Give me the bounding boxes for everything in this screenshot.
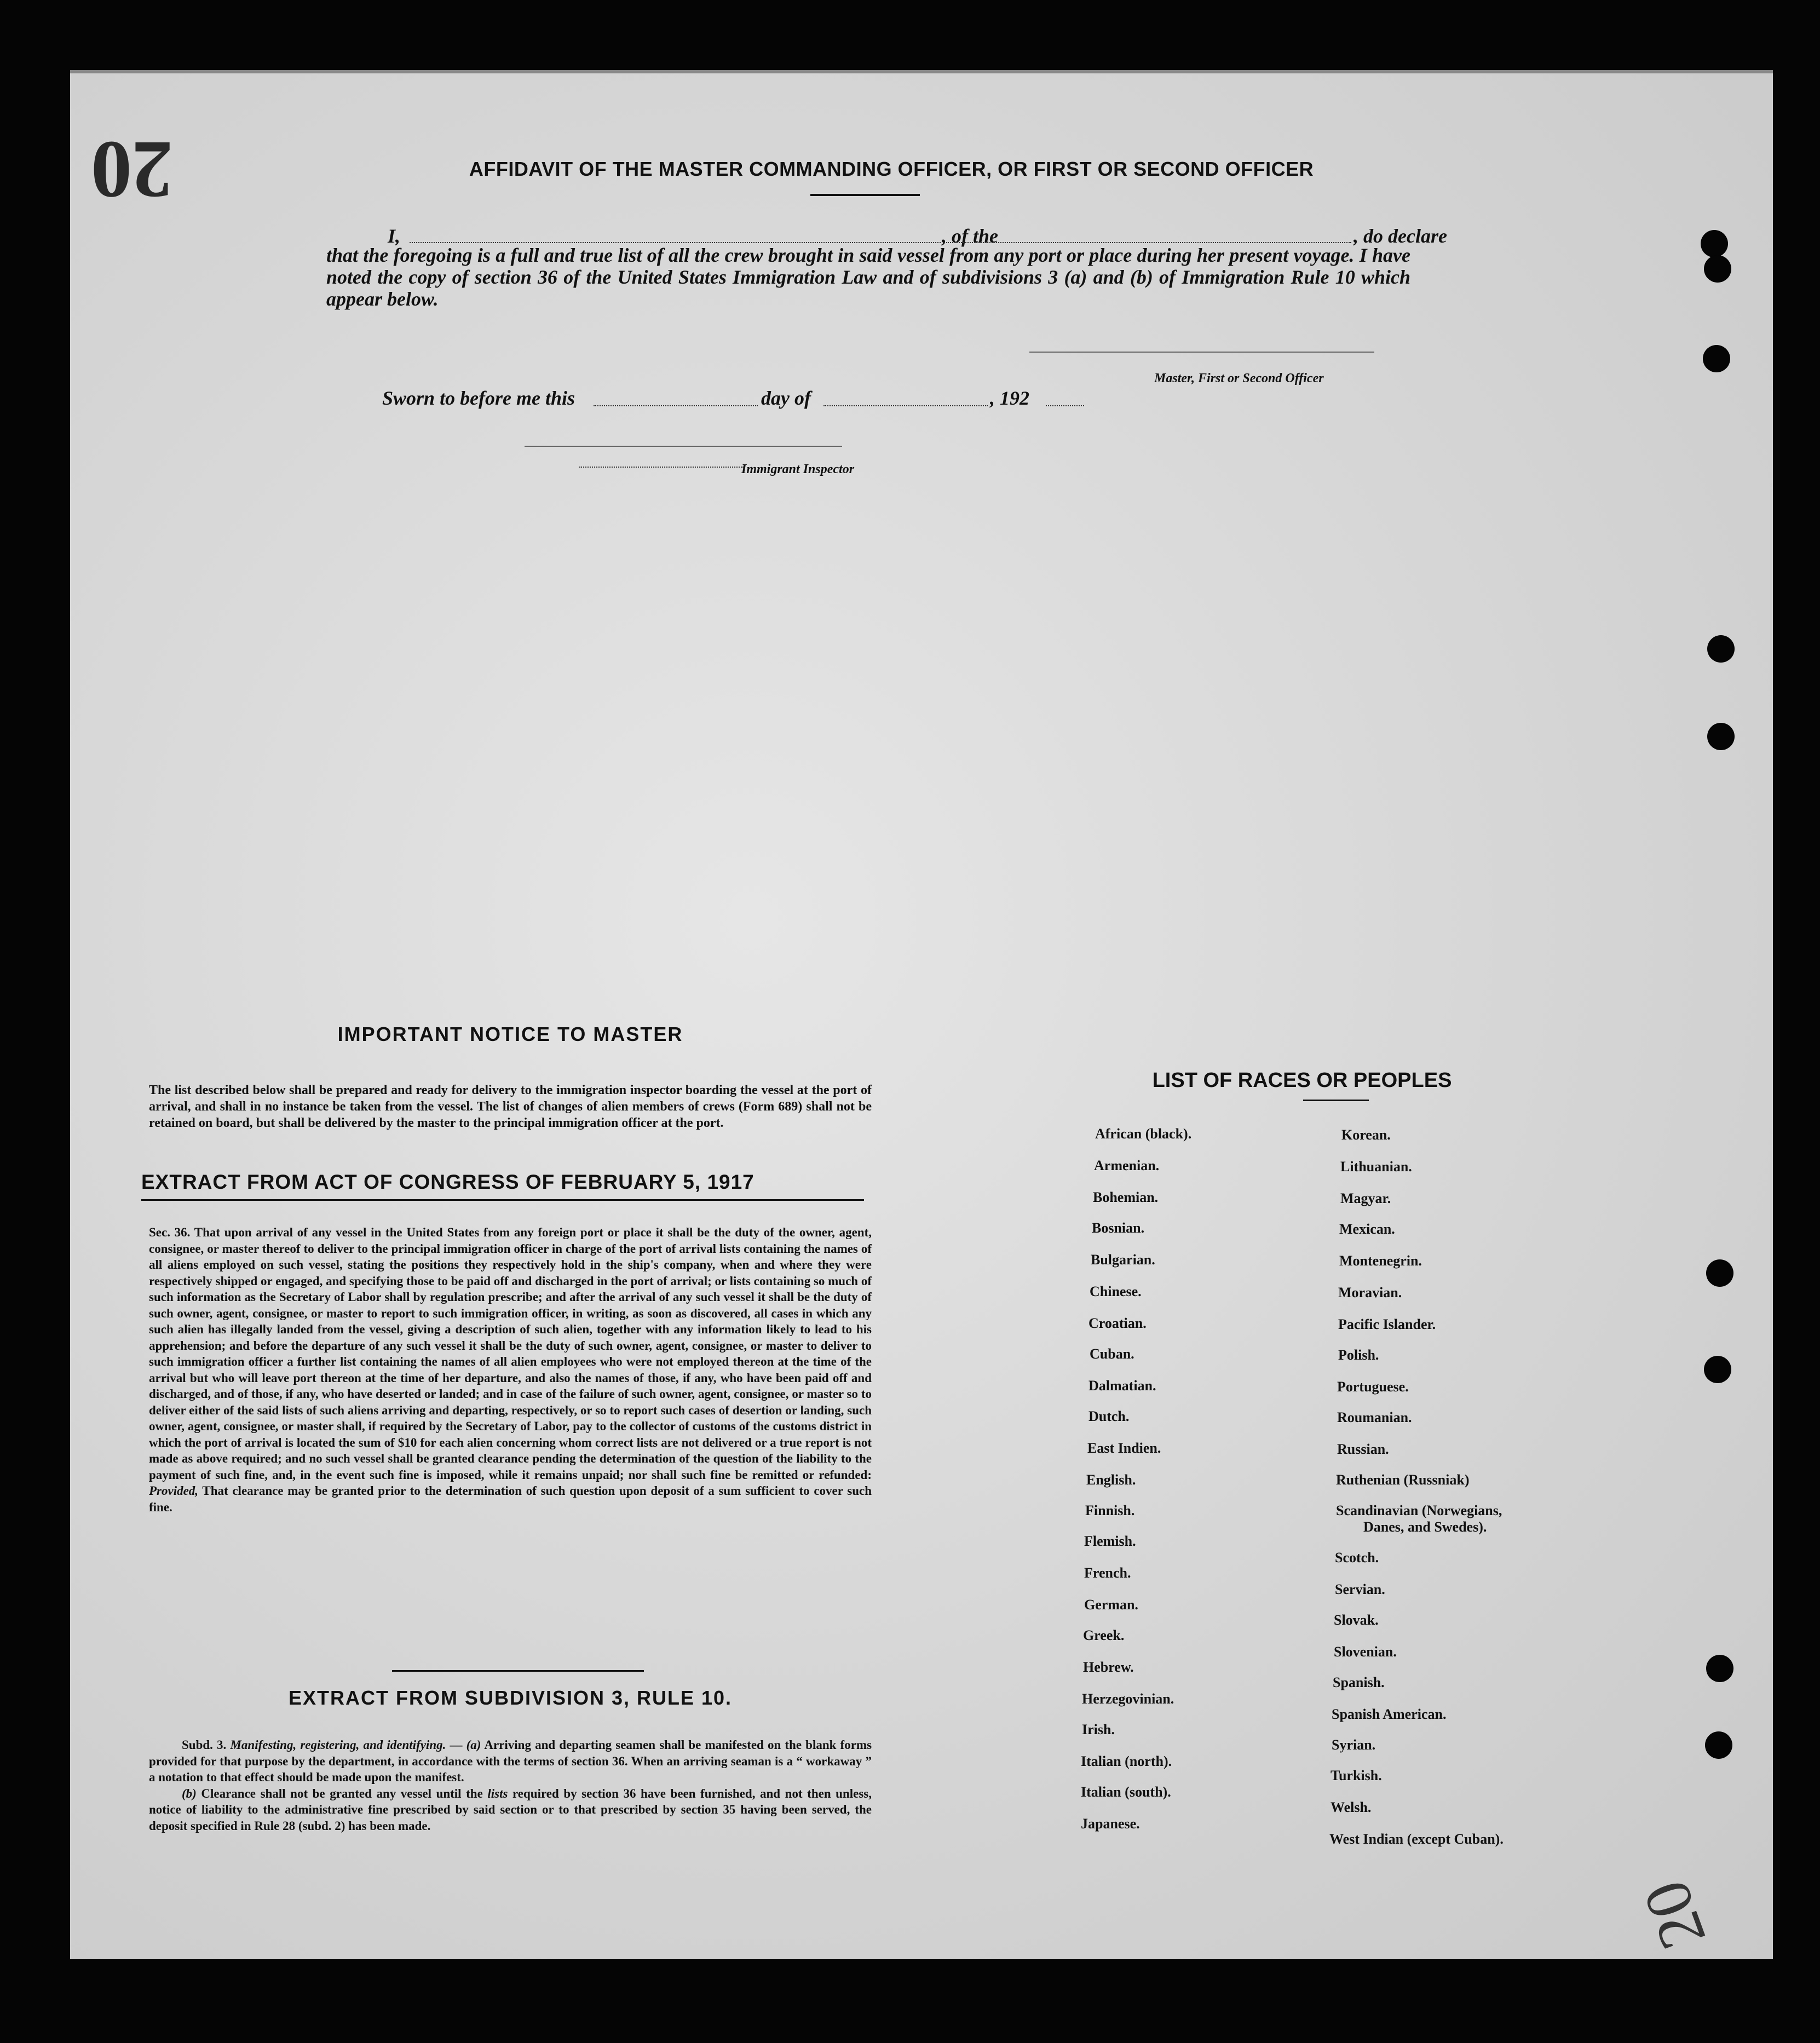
race-item: Italian (south). — [1081, 1784, 1171, 1800]
race-item: Bosnian. — [1092, 1220, 1145, 1236]
section-36-body: That upon arrival of any vessel in the United States from any foreign port or place it shall be the duty of the owner, agent, consignee, or master thereof to deliver to the principal immigration officer in charge of the port of arrival lists containing the names of all aliens employed on such vessel, stating the positions they respectively hold in the ship's company, when and where they were respectively shipped or engaged, and specifying those to be paid off and discharged in the port of arrival; or lists containing so much of such information as the Secretary of Labor shall by regulation prescribe; and after the arrival of any such vessel it shall be the duty of such owner, agent, consignee, or master to report to such immigration officer, in writing, as soon as discovered, all cases in which any such alien has illegally landed from the vessel, giving a description of such alien, together with any information likely to lead to his apprehension; and before the departure of any such vessel it shall be the duty of such owner, agent, consignee, or master to deliver to such immigration officer a further list containing the names of all alien employees who were not employed thereon at the time of the arrival but who will leave port thereon at the time of her departure, and also the names of those, if any, who have been paid off and discharged, and of those, if any, who have deserted or landed; and in case of the failure of such owner, agent, consignee, or master so to deliver either of the said lists of such aliens arriving and departing, respectively, or so to report such cases of desertion or landing, such owner, agent, consignee, or master shall, if required by the Secretary of Labor, pay to the collector of customs of the customs district in which the port of arrival is located the sum of $10 for each alien concerning whom correct lists are not delivered or a true report is not made as above required; and no such vessel shall be granted clearance pending the determination of the question of the liability to the payment of such fine, and, in the event such fine is imposed, while it remains unpaid; nor shall such fine be remitted or refunded: — [149, 1225, 872, 1482]
affidavit-body: that the foregoing is a full and true list of all the crew brought in said vessel from any port or place during her present voyage. I have noted the copy of section 36 of the United States Immigration Law and of subdivisions 3 (a) and (b) of Immigration Rule 10 which appear below. — [326, 244, 1410, 310]
punch-hole — [1704, 255, 1731, 283]
subd-a-body: Arriving and departing seamen shall be manifested on the blank forms provided for that purpose by the department, in accordance with the terms of section 36. When an arriving seaman is a “ workaway ” a notation to that effect should be made upon the manifest. — [149, 1738, 872, 1784]
sworn-label: Sworn to before me this — [382, 387, 575, 409]
race-item: Danes, and Swedes). — [1363, 1519, 1487, 1535]
race-item: Scotch. — [1335, 1550, 1379, 1566]
inspector-signature-line-1 — [525, 446, 842, 447]
race-item: Servian. — [1335, 1581, 1385, 1597]
race-item: Flemish. — [1084, 1533, 1136, 1549]
affidavit-title: AFFIDAVIT OF THE MASTER COMMANDING OFFICER, OR FIRST OR SECOND OFFICER — [469, 158, 1314, 180]
master-caption: Master, First or Second Officer — [1154, 371, 1324, 385]
section-36-label: Sec. 36. — [149, 1225, 191, 1239]
race-item: Croatian. — [1088, 1315, 1147, 1331]
punch-hole — [1704, 1356, 1731, 1383]
subd-b-body-1: Clearance shall not be granted any vessel until the — [201, 1786, 483, 1800]
page-edge — [70, 70, 1773, 73]
subd-heading: Manifesting, registering, and identifying. — [230, 1738, 446, 1752]
race-item: Bohemian. — [1093, 1189, 1159, 1205]
race-item: Chinese. — [1090, 1284, 1142, 1299]
race-item: Montenegrin. — [1339, 1253, 1422, 1269]
race-item: French. — [1084, 1565, 1131, 1581]
of-the-label: , of the — [942, 225, 998, 247]
punch-hole — [1706, 1259, 1733, 1287]
race-item: Hebrew. — [1083, 1659, 1134, 1675]
act-extract-title: EXTRACT FROM ACT OF CONGRESS OF FEBRUARY 5, 1917 — [141, 1171, 755, 1193]
inspector-caption: Immigrant Inspector — [741, 462, 855, 476]
do-declare-label: , do declare — [1354, 225, 1447, 247]
provided-label: Provided, — [149, 1484, 199, 1498]
subd-a-label: (a) — [466, 1738, 481, 1752]
race-item: Turkish. — [1331, 1768, 1382, 1783]
declarant-label: I, — [388, 225, 401, 247]
race-item: Japanese. — [1081, 1816, 1140, 1832]
race-item: Finnish. — [1085, 1503, 1135, 1518]
races-title-rule — [1303, 1100, 1369, 1101]
section-36-text — [149, 1224, 872, 1515]
race-item: Polish. — [1338, 1347, 1379, 1363]
provided-body: That clearance may be granted prior to the determination of such question upon deposit of a sum sufficient to cover such fine. — [149, 1484, 872, 1514]
punch-hole — [1703, 345, 1730, 372]
year-label: , 192 — [990, 387, 1029, 409]
race-item: Cuban. — [1090, 1346, 1134, 1362]
document-page — [70, 70, 1773, 1959]
race-item: Syrian. — [1332, 1737, 1376, 1753]
day-of-label: day of — [761, 387, 811, 409]
race-item: Welsh. — [1331, 1799, 1372, 1815]
rule-10-text — [149, 1737, 872, 1834]
race-item: Roumanian. — [1337, 1409, 1412, 1425]
punch-hole — [1707, 723, 1735, 750]
race-item: Magyar. — [1340, 1190, 1391, 1206]
race-item: Irish. — [1082, 1722, 1115, 1737]
master-signature-line — [1029, 352, 1374, 353]
page-number-top: 20 — [91, 124, 173, 215]
races-title: LIST OF RACES OR PEOPLES — [1152, 1069, 1452, 1092]
rule-extract-title: EXTRACT FROM SUBDIVISION 3, RULE 10. — [288, 1687, 733, 1709]
race-item: Portuguese. — [1337, 1379, 1409, 1395]
subsection-a: Subd. 3. Manifesting, registering, and identifying. — (a) Arriving and departing seamen shall be manifested on the blank forms provided for that purpose by the department, in accordance with the terms of section 36. When an arriving seaman is a “ workaway ” a notation to that effect should be made upon the manifest. — [149, 1738, 872, 1784]
race-item: East Indien. — [1087, 1440, 1161, 1456]
race-item: German. — [1084, 1597, 1138, 1613]
race-item: Bulgarian. — [1091, 1252, 1155, 1268]
race-item: Greek. — [1083, 1627, 1125, 1643]
sworn-month-line — [823, 405, 988, 406]
race-item: English. — [1086, 1472, 1136, 1488]
race-item: Dalmatian. — [1088, 1378, 1156, 1394]
race-item: West Indian (except Cuban). — [1329, 1831, 1504, 1847]
punch-hole — [1701, 230, 1728, 257]
punch-hole — [1705, 1731, 1732, 1759]
race-item: Armenian. — [1094, 1158, 1160, 1173]
race-item: Ruthenian (Russniak) — [1336, 1472, 1470, 1488]
sworn-day-line — [594, 405, 758, 406]
race-item: Slovak. — [1334, 1612, 1379, 1628]
sworn-year-line — [1046, 405, 1084, 406]
race-item: Slovenian. — [1334, 1644, 1397, 1660]
subd-b-body-2: required by section 36 have been furnished, and not then unless, notice of liability to the administrative fine prescribed by said section or to that prescribed by section 35 having been served, the deposit specified in Rule 28 (subd. 2) has been made. — [149, 1786, 872, 1833]
declarant-name-line — [410, 242, 941, 243]
subsection-b — [149, 1786, 872, 1834]
race-item: Dutch. — [1088, 1408, 1130, 1424]
inspector-signature-line-2 — [579, 467, 744, 468]
race-item: Russian. — [1337, 1441, 1389, 1457]
race-item: Korean. — [1341, 1127, 1391, 1143]
punch-hole — [1706, 1655, 1733, 1682]
title-rule — [810, 194, 920, 196]
subd-label: Subd. 3. — [182, 1738, 227, 1752]
notice-body: The list described below shall be prepared and ready for delivery to the immigration inspector boarding the vessel at the port of arrival, and shall in no instance be taken from the vessel. The list of changes of alien members of crews (Form 689) shall not be retained on board, but shall be delivered by the master to the principal immigration officer at the port. — [149, 1083, 872, 1130]
vessel-name-line — [946, 242, 1351, 243]
race-item: Scandinavian (Norwegians, — [1336, 1503, 1502, 1518]
punch-hole — [1707, 635, 1735, 663]
race-item: Herzegovinian. — [1082, 1691, 1174, 1707]
rule-divider — [392, 1670, 644, 1672]
race-item: Spanish American. — [1332, 1706, 1447, 1722]
subd-b-label: (b) — [182, 1786, 197, 1800]
race-item: Mexican. — [1339, 1221, 1395, 1237]
race-item: Moravian. — [1338, 1285, 1402, 1300]
page-number-bottom: 20 — [1628, 1872, 1720, 1959]
race-item: Pacific Islander. — [1338, 1316, 1436, 1332]
race-item: Italian (north). — [1081, 1753, 1172, 1769]
act-title-rule — [141, 1199, 864, 1201]
race-item: Lithuanian. — [1340, 1159, 1412, 1175]
race-item: African (black). — [1095, 1126, 1192, 1142]
subd-b-lists: lists — [487, 1786, 508, 1800]
notice-title: IMPORTANT NOTICE TO MASTER — [337, 1023, 683, 1045]
race-item: Spanish. — [1333, 1674, 1385, 1690]
